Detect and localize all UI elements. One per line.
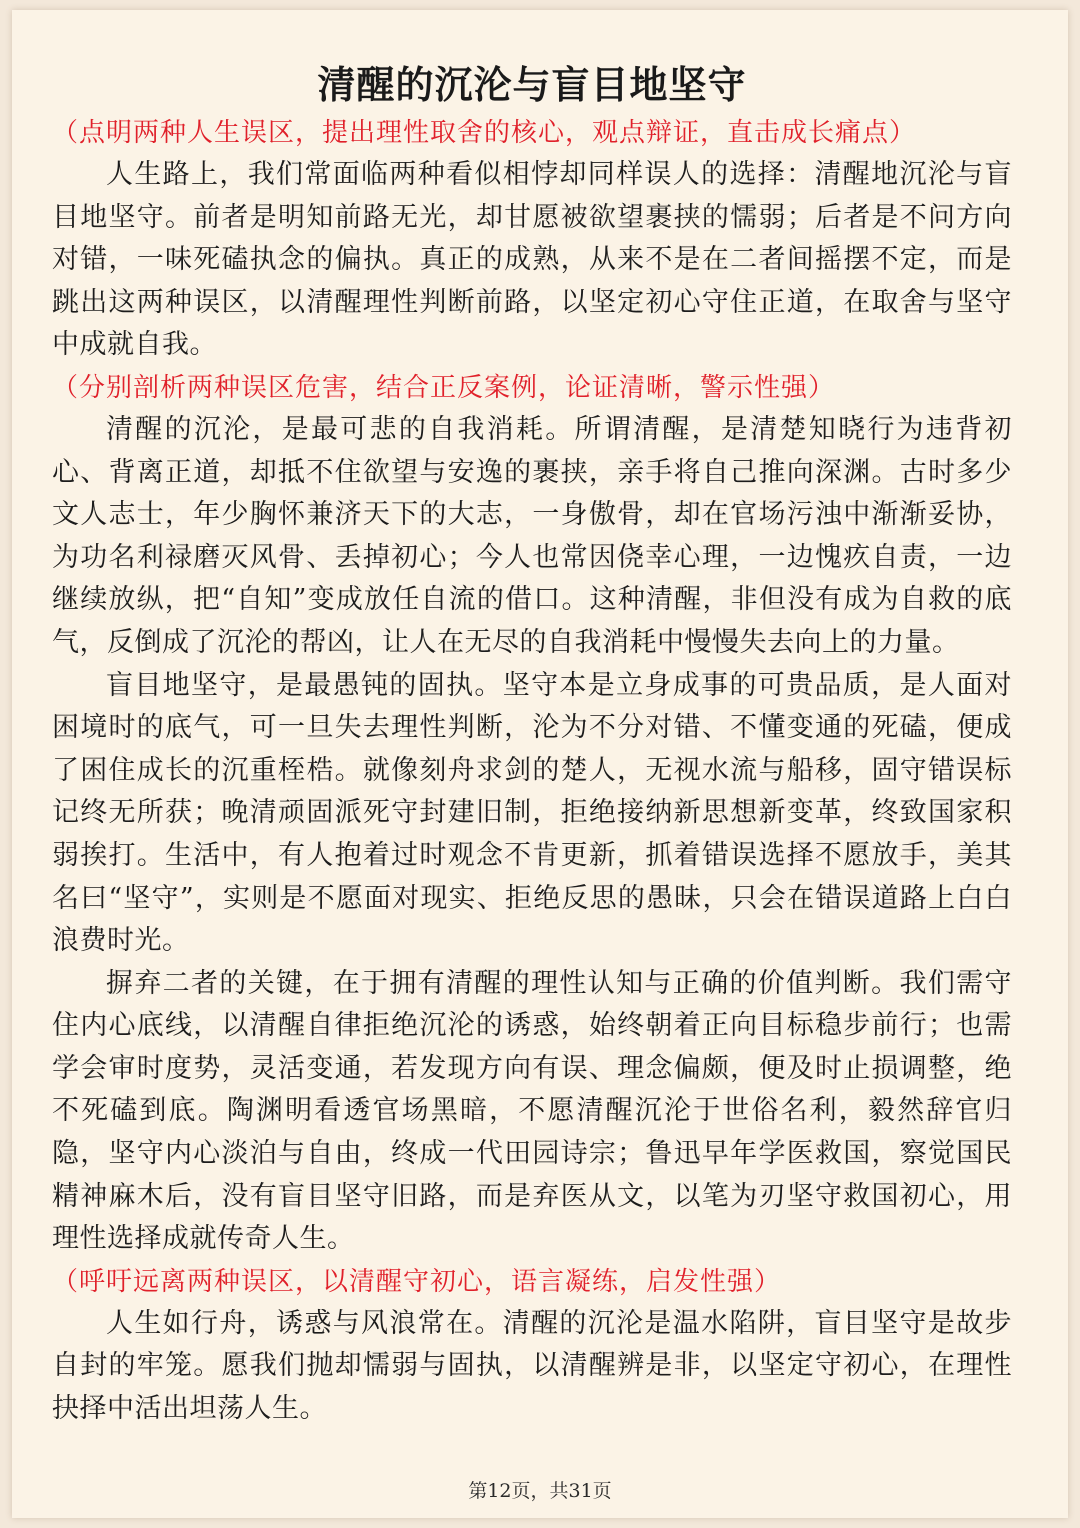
section-annotation: （呼吁远离两种误区，以清醒守初心，语言凝练，启发性强） xyxy=(52,1266,782,1297)
paragraph: 清醒的沉沦，是最可悲的自我消耗。所谓清醒，是清楚知晓行为违背初心、背离正道，却抵不住欲望与安逸的裹挟，亲手将自己推向深渊。古时多少文人志士，年少胸怀兼济天下的大志，一身傲骨，却在官场污浊中渐渐妥协，为功名利禄磨灭风骨、丢掉初心；今人也常因侥幸心理，一边愧疚自责，一边继续放纵，把“自知”变成放任自流的借口。这种清醒，非但没有成为自救的底气，反倒成了沉沦的帮凶，让人在无尽的自我消耗中慢慢失去向上的力量。 xyxy=(52,413,1012,658)
document-page xyxy=(12,10,1068,1518)
paragraph: 人生路上，我们常面临两种看似相悖却同样误人的选择：清醒地沉沦与盲目地坚守。前者是明知前路无光，却甘愿被欲望裹挟的懦弱；后者是不问方向对错，一味死磕执念的偏执。真正的成熟，从来不是在二者间摇摆不定，而是跳出这两种误区，以清醒理性判断前路，以坚定初心守住正道，在取舍与坚守中成就自我。 xyxy=(52,159,1012,361)
page-title: 清醒的沉沦与盲目地坚守 xyxy=(317,63,747,107)
paragraph: 人生如行舟，诱惑与风浪常在。清醒的沉沦是温水陷阱，盲目坚守是故步自封的牢笼。愿我们抛却懦弱与固执，以清醒辨是非，以坚定守初心，在理性抉择中活出坦荡人生。 xyxy=(52,1307,1012,1425)
paragraph: 摒弃二者的关键，在于拥有清醒的理性认知与正确的价值判断。我们需守住内心底线，以清醒自律拒绝沉沦的诱惑，始终朝着正向目标稳步前行；也需学会审时度势，灵活变通，若发现方向有误、理念偏颇，便及时止损调整，绝不死磕到底。陶渊明看透官场黑暗，不愿清醒沉沦于世俗名利，毅然辞官归隐，坚守内心淡泊与自由，终成一代田园诗宗；鲁迅早年学医救国，察觉国民精神麻木后，没有盲目坚守旧路，而是弃医从文，以笔为刃坚守救国初心，用理性选择成就传奇人生。 xyxy=(52,967,1012,1255)
section-annotation: （点明两种人生误区，提出理性取舍的核心，观点辩证，直击成长痛点） xyxy=(52,118,917,148)
document-body xyxy=(52,58,1012,1431)
section-annotation: （分别剖析两种误区危害，结合正反案例，论证清晰，警示性强） xyxy=(52,372,836,403)
paragraph: 盲目地坚守，是最愚钝的固执。坚守本是立身成事的可贵品质，是人面对困境时的底气，可一旦失去理性判断，沦为不分对错、不懂变通的死磕，便成了困住成长的沉重桎梏。就像刻舟求剑的楚人，无视水流与船移，固守错误标记终无所获；晚清顽固派死守封建旧制，拒绝接纳新思想新变革，终致国家积弱挨打。生活中，有人抱着过时观念不肯更新，抓着错误选择不愿放手，美其名曰“坚守”，实则是不愿面对现实、拒绝反思的愚昧，只会在错误道路上白白浪费时光。 xyxy=(52,669,1012,957)
page-number: 第12页，共31页 xyxy=(468,1480,612,1502)
